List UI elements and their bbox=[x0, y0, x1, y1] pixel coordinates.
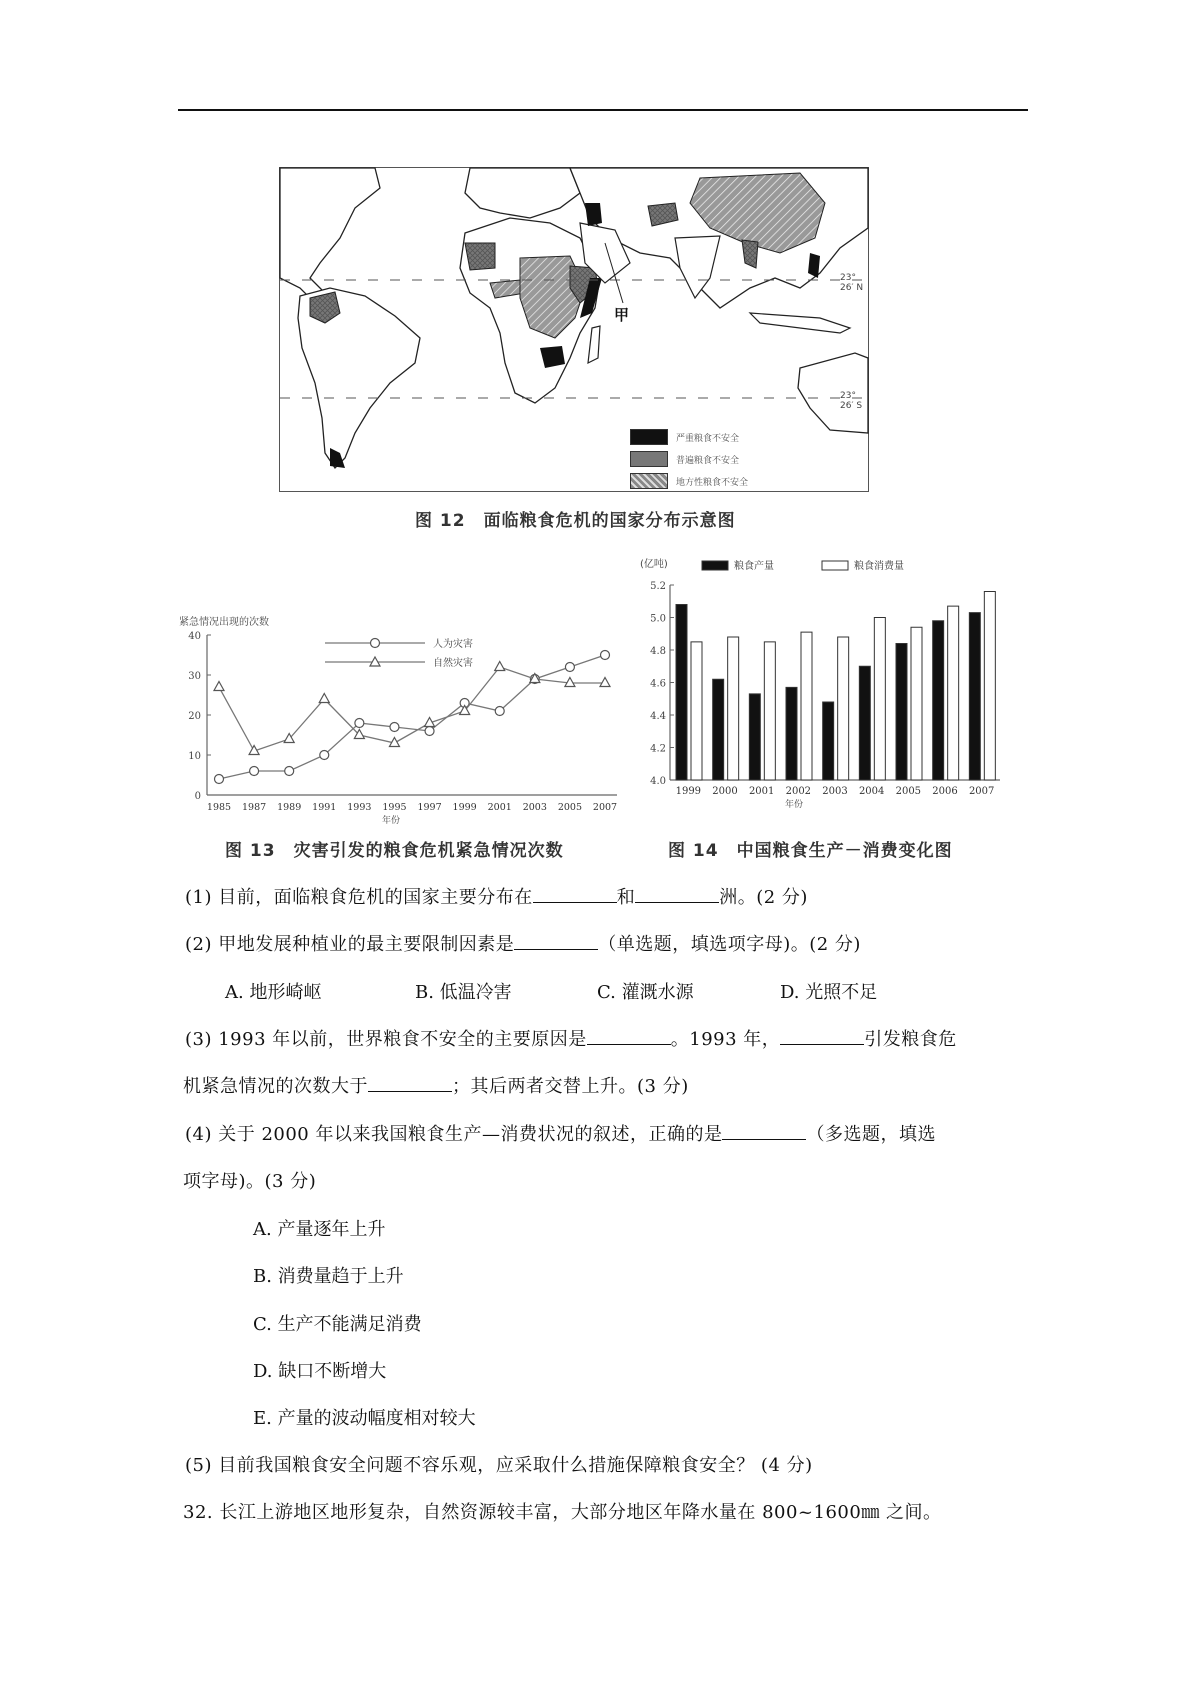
answer-blank[interactable] bbox=[635, 884, 719, 903]
x-tick-label: 1999 bbox=[452, 802, 477, 813]
consumption-bar bbox=[911, 627, 922, 780]
question-3-text-line2: 机紧急情况的次数大于 bbox=[183, 1076, 368, 1097]
y-tick-label: 30 bbox=[188, 671, 201, 682]
legend-label: 自然灾害 bbox=[433, 658, 473, 669]
x-tick-label: 2002 bbox=[785, 786, 812, 797]
x-tick-label: 1997 bbox=[417, 802, 442, 813]
data-point-triangle bbox=[214, 682, 224, 691]
x-tick-label: 2007 bbox=[592, 802, 618, 813]
q2-option-d: D. 光照不足 bbox=[780, 982, 878, 1003]
unit-label: (亿吨) bbox=[640, 559, 668, 570]
indonesia-landmass bbox=[750, 313, 850, 333]
data-point-circle bbox=[320, 751, 329, 760]
legend-label: 粮食产量 bbox=[734, 561, 774, 572]
data-point-circle bbox=[390, 723, 399, 732]
map-legend-item bbox=[630, 470, 748, 492]
production-bar bbox=[896, 644, 907, 781]
data-point-circle bbox=[425, 727, 434, 736]
consumption-bar bbox=[838, 637, 849, 780]
grain-bar-chart bbox=[640, 555, 1010, 810]
data-point-triangle bbox=[600, 678, 610, 687]
consumption-bar bbox=[948, 606, 959, 780]
consumption-bar bbox=[728, 637, 739, 780]
data-point-triangle bbox=[495, 662, 505, 671]
legend-marker-circle bbox=[371, 639, 380, 648]
x-tick-label: 2001 bbox=[748, 786, 775, 797]
map-legend-label: 地方性粮食不安全 bbox=[676, 477, 749, 488]
y-tick-label: 0 bbox=[194, 791, 201, 802]
question-1-text-end: 洲。(2 分) bbox=[719, 887, 808, 908]
general-swatch bbox=[630, 451, 668, 467]
q4-option-a: A. 产量逐年上升 bbox=[253, 1219, 386, 1240]
question-4-text: (4) 关于 2000 年以来我国粮食生产—消费状况的叙述，正确的是 bbox=[185, 1124, 723, 1145]
tropic-north-label: 23° 26′ N bbox=[840, 273, 864, 293]
x-tick-label: 2001 bbox=[487, 802, 512, 813]
question-4 bbox=[185, 1120, 936, 1146]
data-point-circle bbox=[495, 707, 504, 716]
legend-swatch bbox=[822, 561, 848, 570]
x-tick-label: 1991 bbox=[312, 802, 337, 813]
question-3-text-line2-end: ；其后两者交替上升。(3 分) bbox=[452, 1076, 689, 1097]
series-line-triangle bbox=[219, 667, 605, 751]
world-map-figure bbox=[279, 167, 869, 492]
question-3 bbox=[185, 1025, 957, 1051]
north-america-landmass bbox=[280, 168, 380, 303]
production-bar bbox=[676, 605, 687, 781]
map-legend bbox=[630, 426, 748, 492]
consumption-bar bbox=[764, 642, 775, 780]
data-point-circle bbox=[565, 663, 574, 672]
question-1-text: (1) 目前，面临粮食危机的国家主要分布在 bbox=[185, 887, 533, 908]
question-4-text-end: （多选题，填选 bbox=[806, 1124, 936, 1145]
q4-option-c: C. 生产不能满足消费 bbox=[253, 1314, 422, 1335]
map-legend-item bbox=[630, 426, 748, 448]
consumption-bar bbox=[874, 618, 885, 781]
answer-blank[interactable] bbox=[722, 1121, 806, 1140]
x-tick-label: 1993 bbox=[347, 802, 372, 813]
production-bar bbox=[859, 666, 870, 780]
consumption-bar bbox=[801, 632, 812, 780]
question-2 bbox=[185, 930, 861, 956]
jia-marker-label: 甲 bbox=[614, 306, 630, 324]
q2-option-c: C. 灌溉水源 bbox=[597, 982, 694, 1003]
x-tick-label: 2000 bbox=[712, 786, 738, 797]
x-tick-label: 2007 bbox=[968, 786, 995, 797]
question-3-text-end: 引发粮食危 bbox=[864, 1029, 957, 1050]
consumption-bar bbox=[984, 592, 995, 781]
west-africa-region bbox=[465, 243, 495, 270]
data-point-triangle bbox=[319, 694, 329, 703]
legend-label: 粮食消费量 bbox=[854, 561, 904, 572]
question-1 bbox=[185, 883, 808, 909]
map-legend-label: 严重粮食不安全 bbox=[676, 433, 740, 444]
y-tick-label: 40 bbox=[188, 631, 201, 642]
answer-blank[interactable] bbox=[368, 1073, 452, 1092]
x-tick-label: 1987 bbox=[241, 802, 267, 813]
x-tick-label: 2003 bbox=[522, 802, 547, 813]
x-tick-label: 1985 bbox=[206, 802, 232, 813]
y-axis-label: 紧急情况出现的次数 bbox=[179, 617, 269, 628]
question-2-text-end: （单选题，填选项字母)。(2 分) bbox=[598, 934, 861, 955]
x-axis-label: 年份 bbox=[785, 800, 804, 810]
production-bar bbox=[933, 621, 944, 780]
y-tick-label: 5.0 bbox=[650, 613, 666, 625]
iraq-region bbox=[585, 203, 602, 226]
legend-label: 人为灾害 bbox=[433, 639, 473, 650]
question-3-text-mid: 。1993 年， bbox=[670, 1029, 781, 1050]
x-tick-label: 2005 bbox=[557, 802, 583, 813]
world-map-illustration bbox=[280, 168, 868, 491]
x-tick-label: 1999 bbox=[675, 786, 702, 797]
europe-landmass bbox=[465, 168, 580, 218]
production-bar bbox=[969, 613, 980, 780]
severe-swatch bbox=[630, 429, 668, 445]
figure-13-caption: 图 13 灾害引发的粮食危机紧急情况次数 bbox=[225, 841, 564, 861]
answer-blank[interactable] bbox=[533, 884, 617, 903]
x-tick-label: 1995 bbox=[382, 802, 407, 813]
question-1-text-mid: 和 bbox=[616, 887, 636, 908]
y-tick-label: 4.4 bbox=[650, 711, 666, 722]
answer-blank[interactable] bbox=[587, 1026, 671, 1045]
figure-12-caption: 图 12 面临粮食危机的国家分布示意图 bbox=[415, 511, 736, 531]
q4-option-d: D. 缺口不断增大 bbox=[253, 1361, 387, 1382]
data-point-circle bbox=[250, 767, 259, 776]
map-legend-label: 普遍粮食不安全 bbox=[676, 455, 740, 466]
disaster-line-chart bbox=[175, 605, 635, 826]
q4-option-e: E. 产量的波动幅度相对较大 bbox=[253, 1408, 476, 1429]
y-tick-label: 10 bbox=[188, 751, 201, 762]
figure-14-caption: 图 14 中国粮食生产－消费变化图 bbox=[668, 841, 953, 861]
y-tick-label: 20 bbox=[188, 711, 201, 722]
q2-option-a: A. 地形崎岖 bbox=[225, 982, 322, 1003]
y-tick-label: 4.8 bbox=[650, 646, 666, 657]
x-tick-label: 1989 bbox=[277, 802, 302, 813]
question-5: (5) 目前我国粮食安全问题不容乐观，应采取什么措施保障粮食安全？ (4 分) bbox=[185, 1455, 813, 1476]
legend-swatch bbox=[702, 561, 728, 570]
tropic-south-label: 23° 26′ S bbox=[840, 391, 863, 411]
x-tick-label: 2005 bbox=[895, 786, 922, 797]
answer-blank[interactable] bbox=[780, 1026, 864, 1045]
question-3-line-2 bbox=[183, 1072, 689, 1098]
header-rule bbox=[178, 109, 1028, 111]
y-tick-label: 4.2 bbox=[650, 743, 666, 755]
local-swatch bbox=[630, 473, 668, 489]
y-tick-label: 4.6 bbox=[650, 678, 666, 690]
question-2-text: (2) 甲地发展种植业的最主要限制因素是 bbox=[185, 934, 515, 955]
map-legend-item bbox=[630, 448, 748, 470]
production-bar bbox=[823, 702, 834, 780]
series-line-circle bbox=[219, 655, 605, 779]
q2-option-b: B. 低温冷害 bbox=[415, 982, 512, 1003]
data-point-circle bbox=[601, 651, 610, 660]
y-tick-label: 5.2 bbox=[650, 581, 666, 592]
data-point-circle bbox=[355, 719, 364, 728]
x-tick-label: 2004 bbox=[858, 786, 885, 797]
data-point-circle bbox=[215, 775, 224, 784]
answer-blank[interactable] bbox=[514, 931, 598, 950]
question-4-line-2: 项字母)。(3 分) bbox=[183, 1171, 317, 1192]
question-3-text: (3) 1993 年以前，世界粮食不安全的主要原因是 bbox=[185, 1029, 587, 1050]
madagascar-landmass bbox=[588, 326, 600, 363]
x-tick-label: 2003 bbox=[822, 786, 848, 797]
production-bar bbox=[749, 694, 760, 780]
y-tick-label: 4.0 bbox=[650, 776, 666, 787]
x-axis-label: 年份 bbox=[382, 816, 401, 826]
x-tick-label: 2006 bbox=[932, 786, 958, 797]
production-bar bbox=[713, 679, 724, 780]
q4-option-b: B. 消费量趋于上升 bbox=[253, 1266, 404, 1287]
production-bar bbox=[786, 687, 797, 780]
question-32: 32. 长江上游地区地形复杂，自然资源较丰富，大部分地区年降水量在 800~1600㎜ 之间。 bbox=[183, 1502, 942, 1523]
consumption-bar bbox=[691, 642, 702, 780]
data-point-circle bbox=[285, 767, 294, 776]
